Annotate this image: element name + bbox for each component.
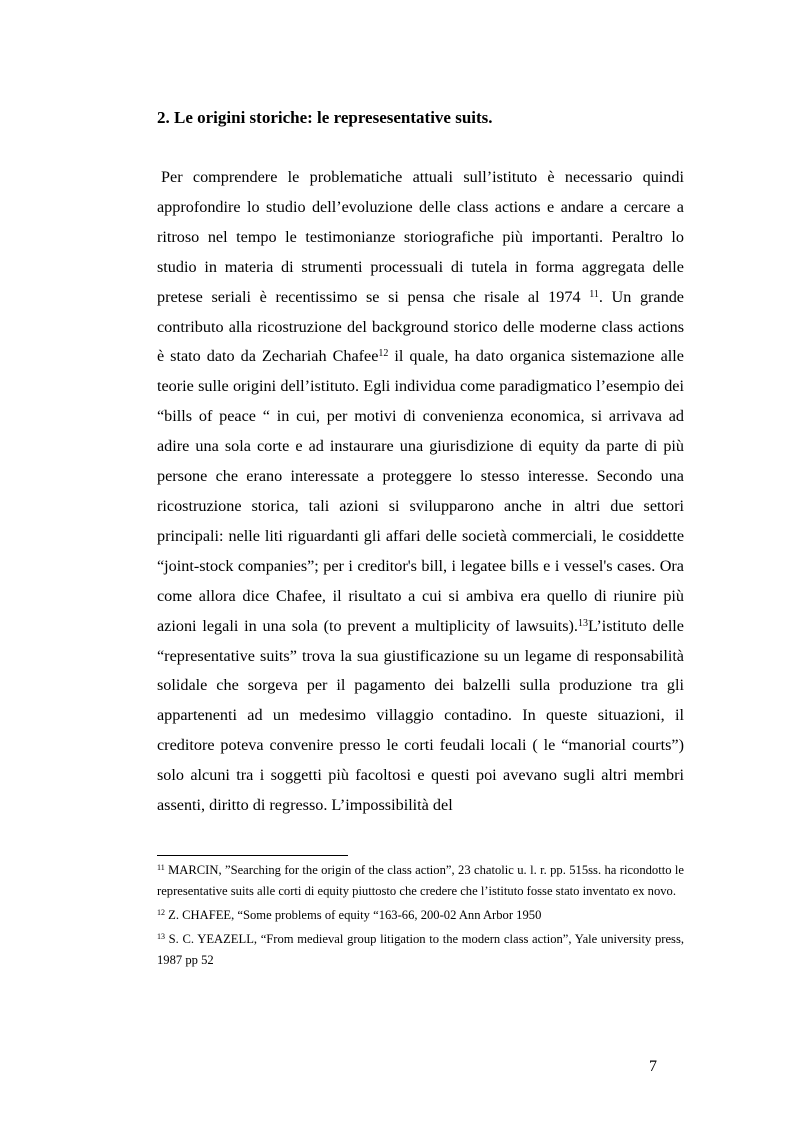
- page-number: 7: [649, 1058, 657, 1075]
- footnote-11: [157, 860, 684, 902]
- footnote-ref-12[interactable]: 12: [378, 348, 389, 360]
- footnote-number: 13: [157, 932, 165, 941]
- footnotes: [157, 860, 684, 974]
- body-text-part: Per comprendere le problematiche attuali sull’istituto è necessario quindi approfondire lo studio dell’evoluzione delle class actions e andare a cercare a ritroso nel tempo le testimonianze storiografiche più importanti. Peraltro lo studio in materia di strumenti processuali di tutela in forma aggregata delle pretese seriali è recentissimo se si pensa che risale al 1974: [157, 168, 684, 306]
- footnote-number: 11: [157, 863, 165, 872]
- body-paragraph: [157, 163, 684, 821]
- footnote-ref-13[interactable]: 13: [577, 617, 588, 629]
- footnote-text: Z. CHAFEE, “Some problems of equity “163-66, 200-02 Ann Arbor 1950: [165, 908, 542, 922]
- footnote-number: 12: [157, 908, 165, 917]
- footnote-12: [157, 905, 684, 926]
- footnote-13: [157, 929, 684, 971]
- body-text-part: . Un grande contributo alla ricostruzione del background storico delle moderne class actions è stato dato da Zechariah Chafee: [157, 287, 684, 366]
- footnote-text: S. C. YEAZELL, “From medieval group litigation to the modern class action”, Yale university press, 1987 pp 52: [157, 932, 684, 967]
- footnote-ref-11[interactable]: 11: [589, 288, 599, 300]
- footnote-separator: [157, 855, 348, 856]
- section-heading: 2. Le origini storiche: le represesentative suits.: [157, 108, 493, 127]
- footnote-text: MARCIN, ”Searching for the origin of the class action”, 23 chatolic u. l. r. pp. 515ss. ha ricondotto le representative suits alle corti di equity piuttosto che credere che l’istituto fosse stato inventato ex novo.: [157, 863, 684, 898]
- body-text-part: L’istituto delle “representative suits” trova la sua giustificazione su un legame di responsabilità solidale che sorgeva per il pagamento dei balzelli sulla produzione tra gli appartenenti ad un medesimo villaggio contadino. In queste situazioni, il creditore poteva convenire presso le corti feudali locali ( le “manorial courts”) solo alcuni tra i soggetti più facoltosi e questi poi avevano sugli altri membri assenti, diritto di regresso. L’impossibilità del: [157, 616, 684, 815]
- body-text-part: il quale, ha dato organica sistemazione alle teorie sulle origini dell’istituto. Egli individua come paradigmatico l’esempio dei “bills of peace “ in cui, per motivi di convenienza economica, si arrivava ad adire una sola corte e ad instaurare una giurisdizione di equity da parte di più persone che erano interessate a proteggere lo stesso interesse. Secondo una ricostruzione storica, tali azioni si svilupparono anche in altri due settori principali: nelle liti riguardanti gli affari delle società commerciali, le cosiddette “joint-stock companies”; per i creditor's bill, i legatee bills e i vessel's cases. Ora come allora dice Chafee, il risultato a cui si ambiva era quello di riunire più azioni legali in una sola (to prevent a multiplicity of lawsuits).: [157, 347, 684, 635]
